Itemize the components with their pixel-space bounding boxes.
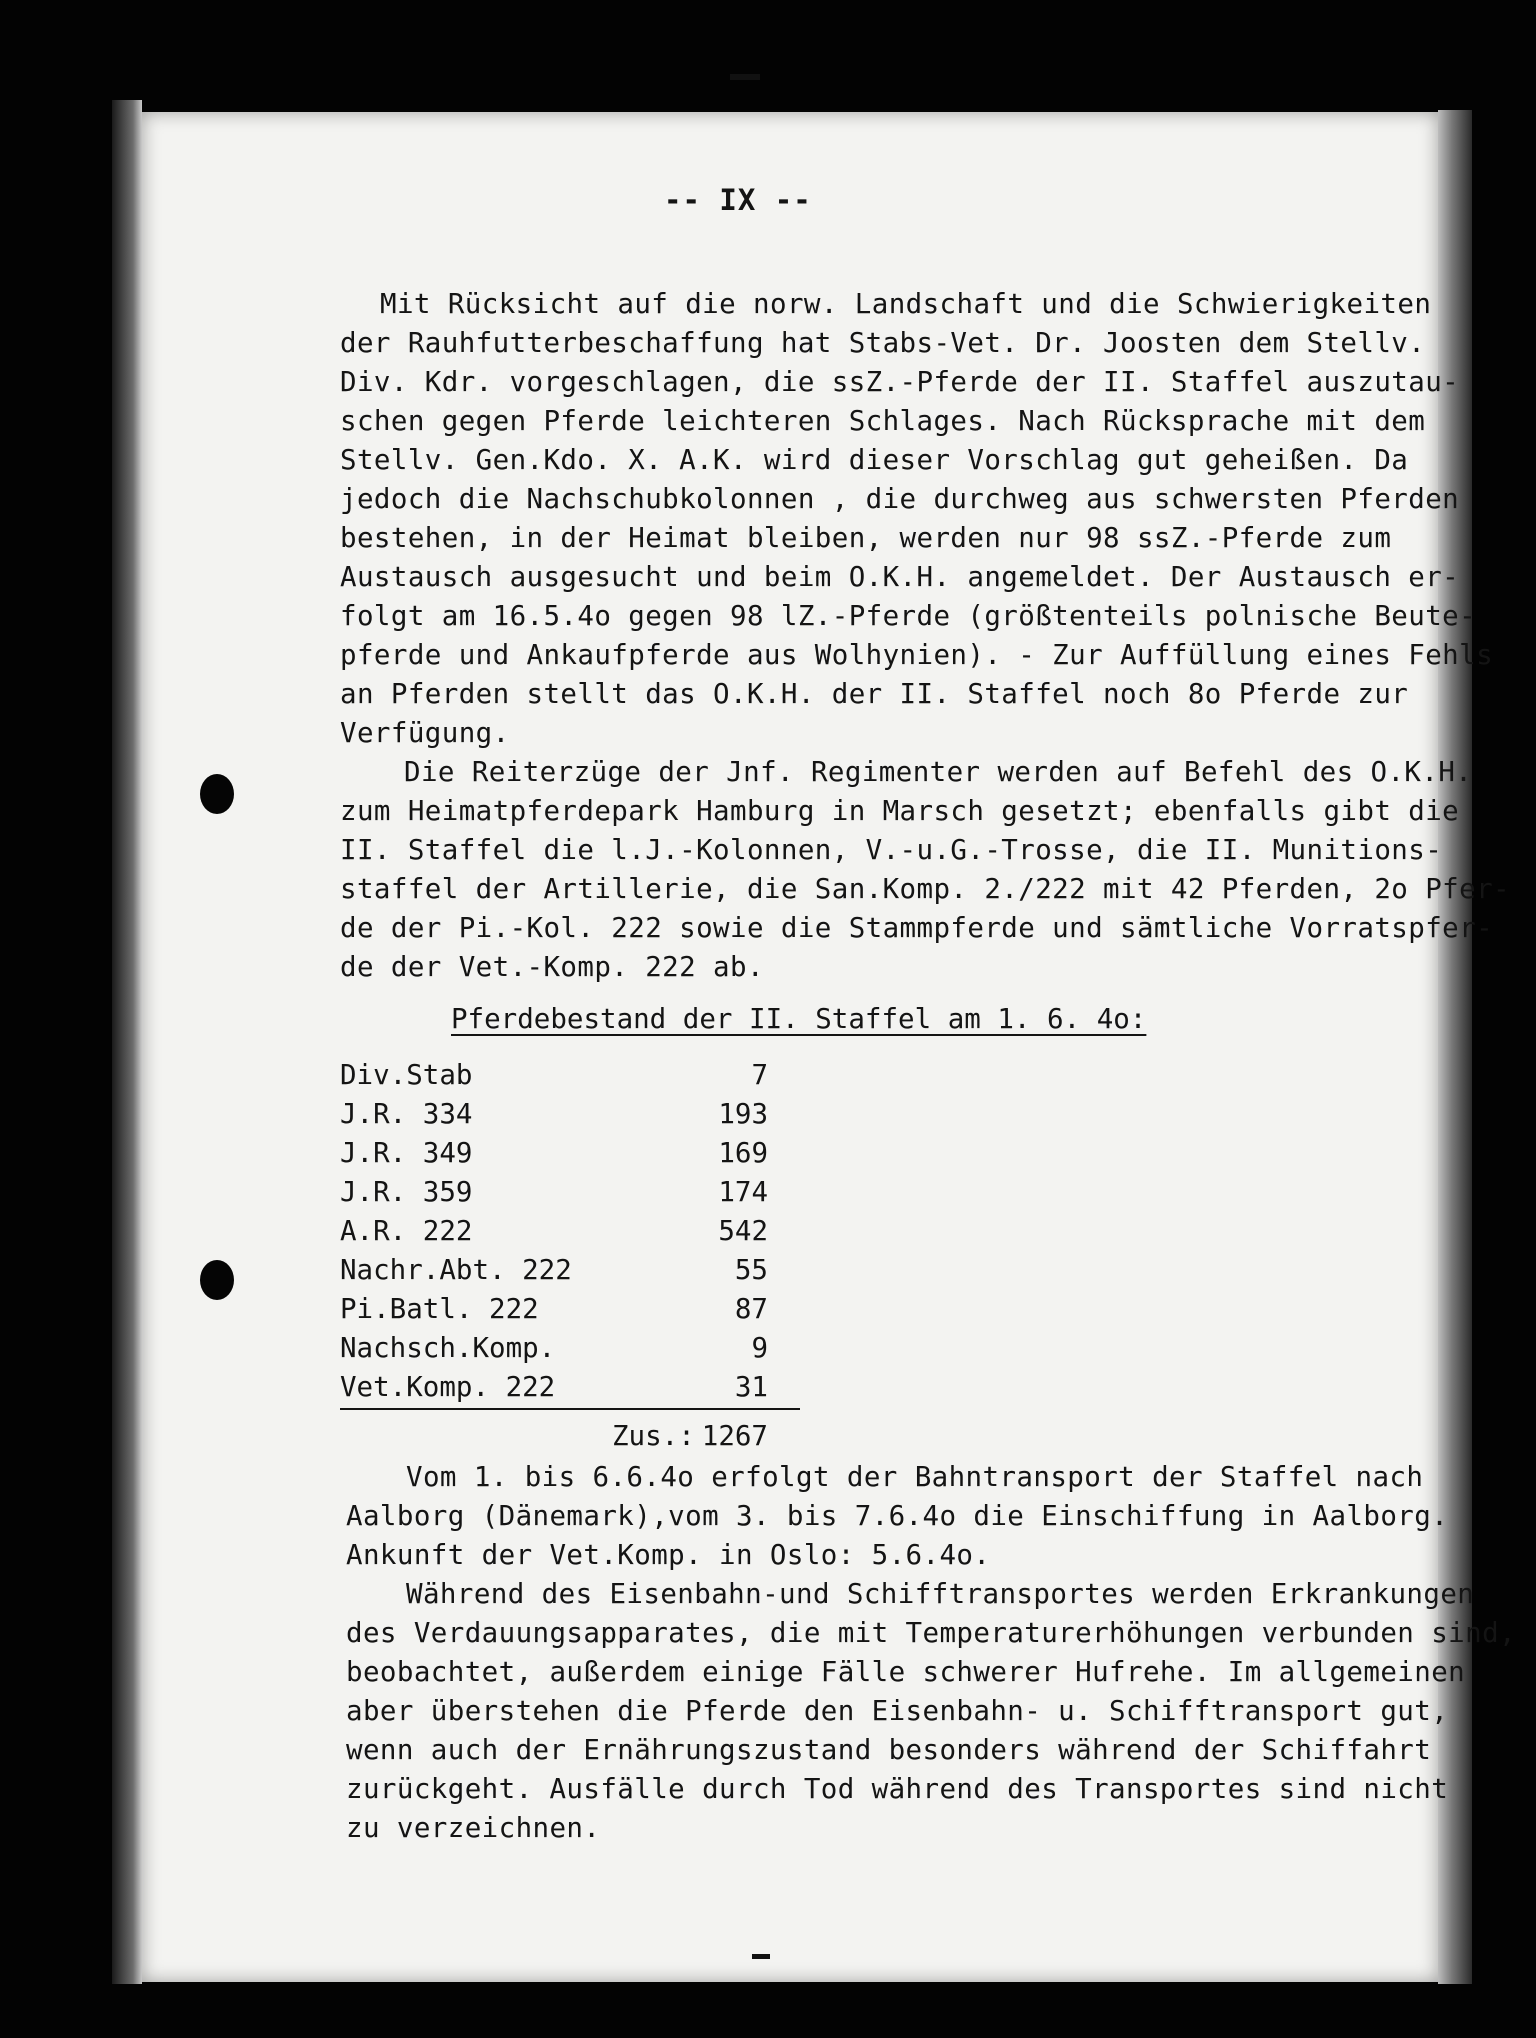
paragraph4-line: Während des Eisenbahn-und Schifftransportes werden Erkrankungen xyxy=(406,1578,1475,1610)
table-sum-rule xyxy=(340,1408,800,1410)
table-row-label: Nachsch.Komp. xyxy=(340,1332,556,1364)
paragraph4-line: zu verzeichnen. xyxy=(346,1812,601,1844)
paragraph1-line: jedoch die Nachschubkolonnen , die durchweg aus schwersten Pferden xyxy=(340,483,1460,515)
paragraph1-line: Verfügung. xyxy=(340,717,510,749)
paragraph1-line: an Pferden stellt das O.K.H. der II. Staffel noch 8o Pferde zur xyxy=(340,678,1409,710)
paragraph3-line: Ankunft der Vet.Komp. in Oslo: 5.6.4o. xyxy=(346,1539,991,1571)
paragraph4-line: wenn auch der Ernährungszustand besonders während der Schiffahrt xyxy=(346,1734,1432,1766)
paragraph2-line: Die Reiterzüge der Jnf. Regimenter werden auf Befehl des O.K.H. xyxy=(404,756,1473,788)
paragraph1-line: Stellv. Gen.Kdo. X. A.K. wird dieser Vorschlag gut geheißen. Da xyxy=(340,444,1409,476)
table-row-label: Vet.Komp. 222 xyxy=(340,1371,556,1403)
table-row-value: 31 xyxy=(734,1371,768,1403)
paragraph2-line: staffel der Artillerie, die San.Komp. 2./222 mit 42 Pferden, 2o Pfer- xyxy=(340,873,1510,905)
paragraph4-line: aber überstehen die Pferde den Eisenbahn- u. Schifftransport gut, xyxy=(346,1695,1449,1727)
table-total-value: 1267 xyxy=(701,1420,768,1452)
page-number: -- IX -- xyxy=(664,183,812,217)
table-row-value: 174 xyxy=(718,1176,768,1208)
paragraph1-line: bestehen, in der Heimat bleiben, werden nur 98 ssZ.-Pferde zum xyxy=(340,522,1392,554)
table-row-label: Nachr.Abt. 222 xyxy=(340,1254,572,1286)
paragraph2-line: de der Pi.-Kol. 222 sowie die Stammpferde und sämtliche Vorratspfer- xyxy=(340,912,1494,944)
paragraph2-line: de der Vet.-Komp. 222 ab. xyxy=(340,951,764,983)
paragraph2-line: zum Heimatpferdepark Hamburg in Marsch gesetzt; ebenfalls gibt die xyxy=(340,795,1460,827)
table-row-value: 87 xyxy=(734,1293,768,1325)
table-row-value: 55 xyxy=(734,1254,768,1286)
table-row-label: Pi.Batl. 222 xyxy=(340,1293,539,1325)
paragraph1-line: folgt am 16.5.4o gegen 98 lZ.-Pferde (größtenteils polnische Beute- xyxy=(340,600,1477,632)
paragraph3-line: Vom 1. bis 6.6.4o erfolgt der Bahntransport der Staffel nach xyxy=(406,1461,1424,1493)
table-total-label: Zus.: xyxy=(612,1420,695,1452)
paragraph1-line: schen gegen Pferde leichteren Schlages. Nach Rücksprache mit dem xyxy=(340,405,1426,437)
paragraph4-line: beobachtet, außerdem einige Fälle schwerer Hufrehe. Im allgemeinen xyxy=(346,1656,1466,1688)
table-row-label: Div.Stab xyxy=(340,1059,473,1091)
paragraph1-line: der Rauhfutterbeschaffung hat Stabs-Vet. Dr. Joosten dem Stellv. xyxy=(340,327,1426,359)
table-row-value: 542 xyxy=(718,1215,768,1247)
table-row-label: A.R. 222 xyxy=(340,1215,473,1247)
table-row-value: 193 xyxy=(718,1098,768,1130)
paragraph1-line: Mit Rücksicht auf die norw. Landschaft und die Schwierigkeiten xyxy=(380,288,1432,320)
table-row-label: J.R. 334 xyxy=(340,1098,473,1130)
paragraph1-line: pferde und Ankaufpferde aus Wolhynien). - Zur Auffüllung eines Fehls xyxy=(340,639,1494,671)
paragraph4-line: des Verdauungsapparates, die mit Temperaturerhöhungen verbunden sind, xyxy=(346,1617,1516,1649)
table-row-value: 9 xyxy=(751,1332,768,1364)
paragraph3-line: Aalborg (Dänemark),vom 3. bis 7.6.4o die Einschiffung in Aalborg. xyxy=(346,1500,1449,1532)
table-title: Pferdebestand der II. Staffel am 1. 6. 4o: xyxy=(451,1003,1147,1035)
paragraph1-line: Div. Kdr. vorgeschlagen, die ssZ.-Pferde der II. Staffel auszutau- xyxy=(340,366,1460,398)
table-row-value: 169 xyxy=(718,1137,768,1169)
table-row-label: J.R. 349 xyxy=(340,1137,473,1169)
table-row-value: 7 xyxy=(751,1059,768,1091)
table-row-label: J.R. 359 xyxy=(340,1176,473,1208)
paragraph4-line: zurückgeht. Ausfälle durch Tod während des Transportes sind nicht xyxy=(346,1773,1449,1805)
paragraph2-line: II. Staffel die l.J.-Kolonnen, V.-u.G.-Trosse, die II. Munitions- xyxy=(340,834,1443,866)
paragraph1-line: Austausch ausgesucht und beim O.K.H. angemeldet. Der Austausch er- xyxy=(340,561,1460,593)
